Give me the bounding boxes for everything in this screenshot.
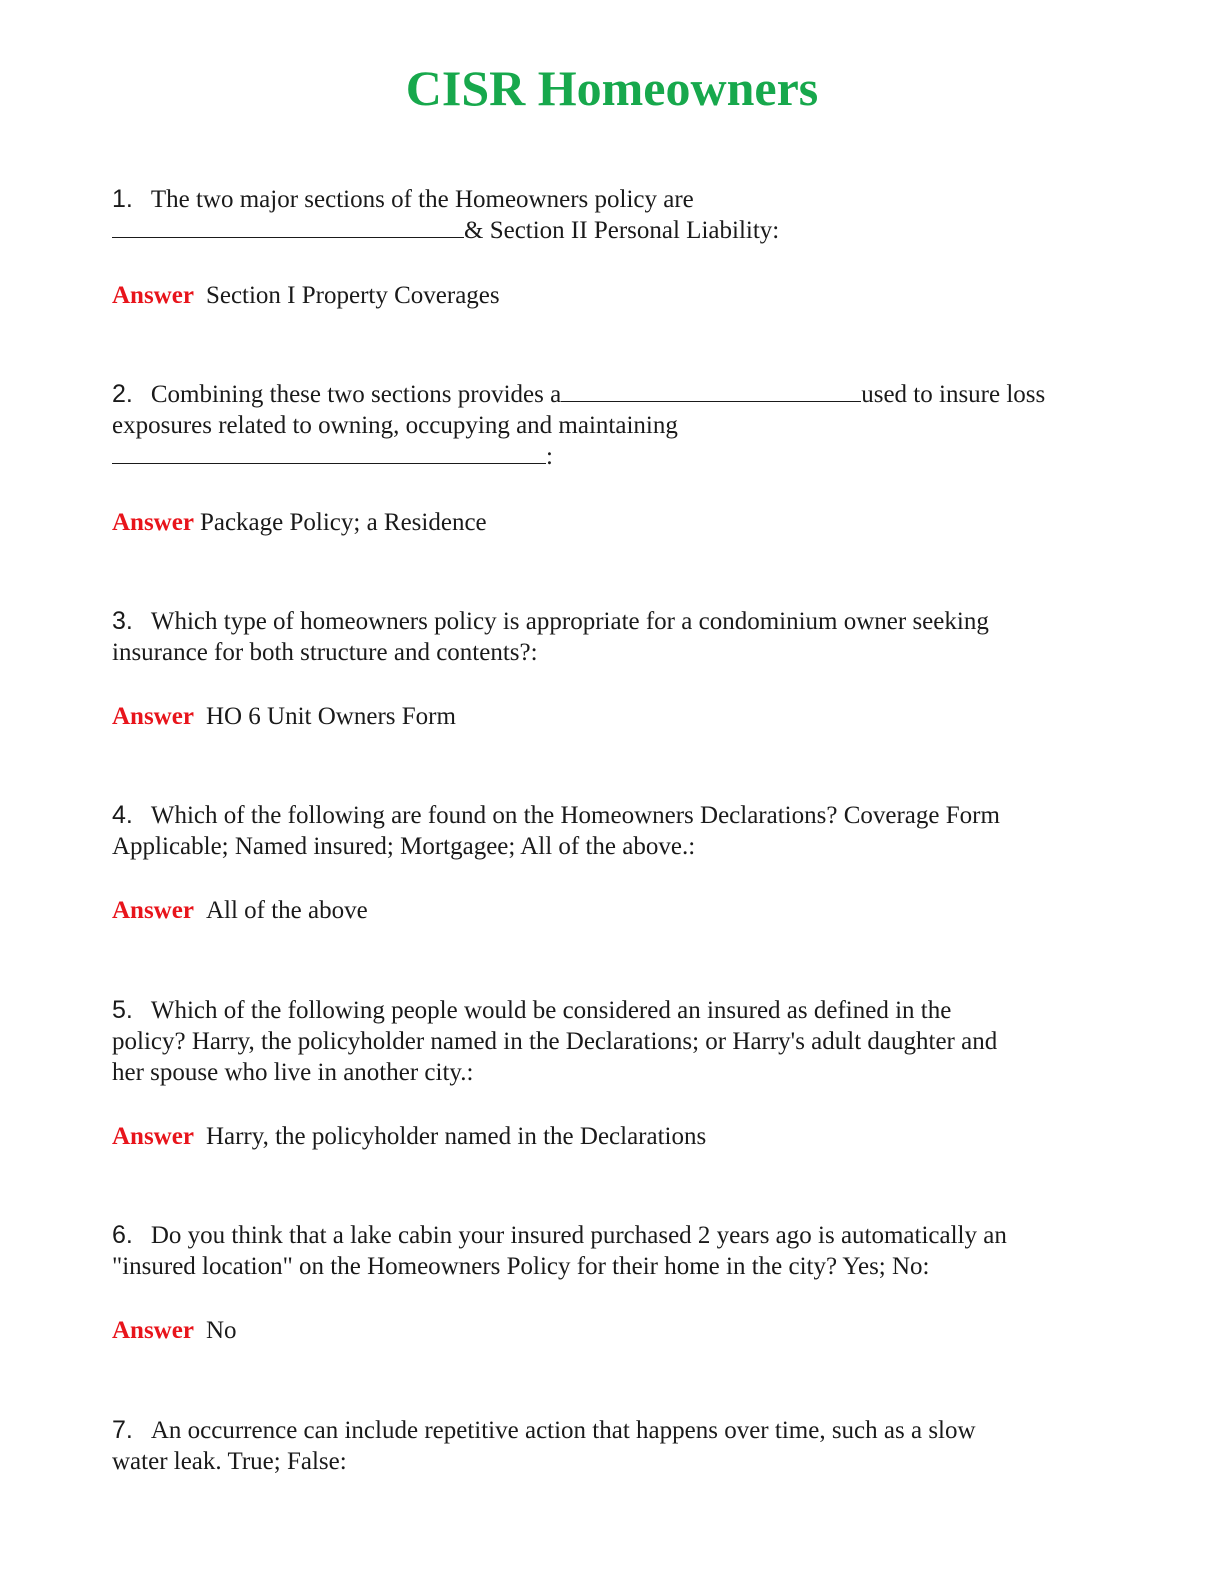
- question-5: [112, 995, 1122, 1088]
- question-4-line-1: [112, 800, 1122, 831]
- question-number: 4.: [112, 801, 133, 829]
- question-2-line-3: [112, 441, 1122, 472]
- answer-text: Package Policy; a Residence: [199, 509, 487, 536]
- question-2-line-2: [112, 410, 1122, 441]
- question-1-line-2: [112, 215, 1122, 246]
- question-text: Combining these two sections provides a: [150, 381, 562, 408]
- question-1-line-1: [112, 184, 1122, 215]
- answer-label: Answer: [112, 897, 194, 924]
- question-text: Which type of homeowners policy is appropriate for a condominium owner seeking: [150, 608, 989, 635]
- answer-2: [112, 507, 1112, 538]
- question-5-line-3: [112, 1057, 1122, 1088]
- question-text: :: [546, 443, 553, 470]
- question-number: 1.: [112, 185, 133, 213]
- question-4-line-2: [112, 831, 1122, 862]
- question-text: exposures related to owning, occupying and maintaining: [112, 412, 678, 439]
- question-number: 2.: [112, 380, 133, 408]
- question-number: 3.: [112, 607, 133, 635]
- answer-4: [112, 895, 1112, 926]
- question-text: & Section II Personal Liability:: [464, 217, 780, 244]
- answer-text: All of the above: [205, 897, 368, 924]
- answer-blank: [561, 379, 861, 402]
- question-6-line-2: [112, 1251, 1122, 1282]
- answer-label: Answer: [112, 282, 194, 309]
- answer-1: [112, 280, 1112, 311]
- question-7: [112, 1415, 1122, 1477]
- question-6-line-1: [112, 1220, 1122, 1251]
- question-text: policy? Harry, the policyholder named in the Declarations; or Harry's adult daughter and: [112, 1028, 998, 1055]
- answer-text: HO 6 Unit Owners Form: [205, 703, 456, 730]
- question-text: An occurrence can include repetitive action that happens over time, such as a slow: [150, 1417, 976, 1444]
- question-text: Which of the following people would be considered an insured as defined in the: [150, 997, 952, 1024]
- question-number: 5.: [112, 996, 133, 1024]
- question-2: [112, 379, 1122, 472]
- question-text: Do you think that a lake cabin your insured purchased 2 years ago is automatically an: [150, 1222, 1007, 1249]
- page-title: CISR Homeowners: [405, 60, 819, 116]
- question-5-line-2: [112, 1026, 1122, 1057]
- question-3-line-1: [112, 606, 1122, 637]
- answer-text: No: [205, 1317, 237, 1344]
- question-text: her spouse who live in another city.:: [112, 1059, 474, 1086]
- answer-5: [112, 1121, 1112, 1152]
- question-text: used to insure loss: [861, 381, 1046, 408]
- question-text: insurance for both structure and contents?:: [112, 639, 538, 666]
- answer-blank: [112, 441, 546, 464]
- answer-label: Answer: [112, 703, 194, 730]
- answer-label: Answer: [112, 1317, 194, 1344]
- question-3-line-2: [112, 637, 1122, 668]
- question-number: 7.: [112, 1416, 133, 1444]
- question-4: [112, 800, 1122, 862]
- question-3: [112, 606, 1122, 668]
- answer-blank: [112, 215, 464, 238]
- question-2-line-1: [112, 379, 1122, 410]
- question-7-line-1: [112, 1415, 1122, 1446]
- question-text: water leak. True; False:: [112, 1448, 347, 1475]
- question-text: "insured location" on the Homeowners Policy for their home in the city? Yes; No:: [112, 1253, 930, 1280]
- question-6: [112, 1220, 1122, 1282]
- question-7-line-2: [112, 1446, 1122, 1477]
- answer-6: [112, 1315, 1112, 1346]
- answer-label: Answer: [112, 509, 194, 536]
- answer-text: Harry, the policyholder named in the Declarations: [205, 1123, 707, 1150]
- answer-3: [112, 701, 1112, 732]
- question-text: The two major sections of the Homeowners policy are: [150, 186, 694, 213]
- question-text: Which of the following are found on the Homeowners Declarations? Coverage Form: [150, 802, 1000, 829]
- answer-label: Answer: [112, 1123, 194, 1150]
- question-number: 6.: [112, 1221, 133, 1249]
- answer-text: Section I Property Coverages: [205, 282, 500, 309]
- question-5-line-1: [112, 995, 1122, 1026]
- question-text: Applicable; Named insured; Mortgagee; All of the above.:: [112, 833, 696, 860]
- question-1: [112, 184, 1122, 246]
